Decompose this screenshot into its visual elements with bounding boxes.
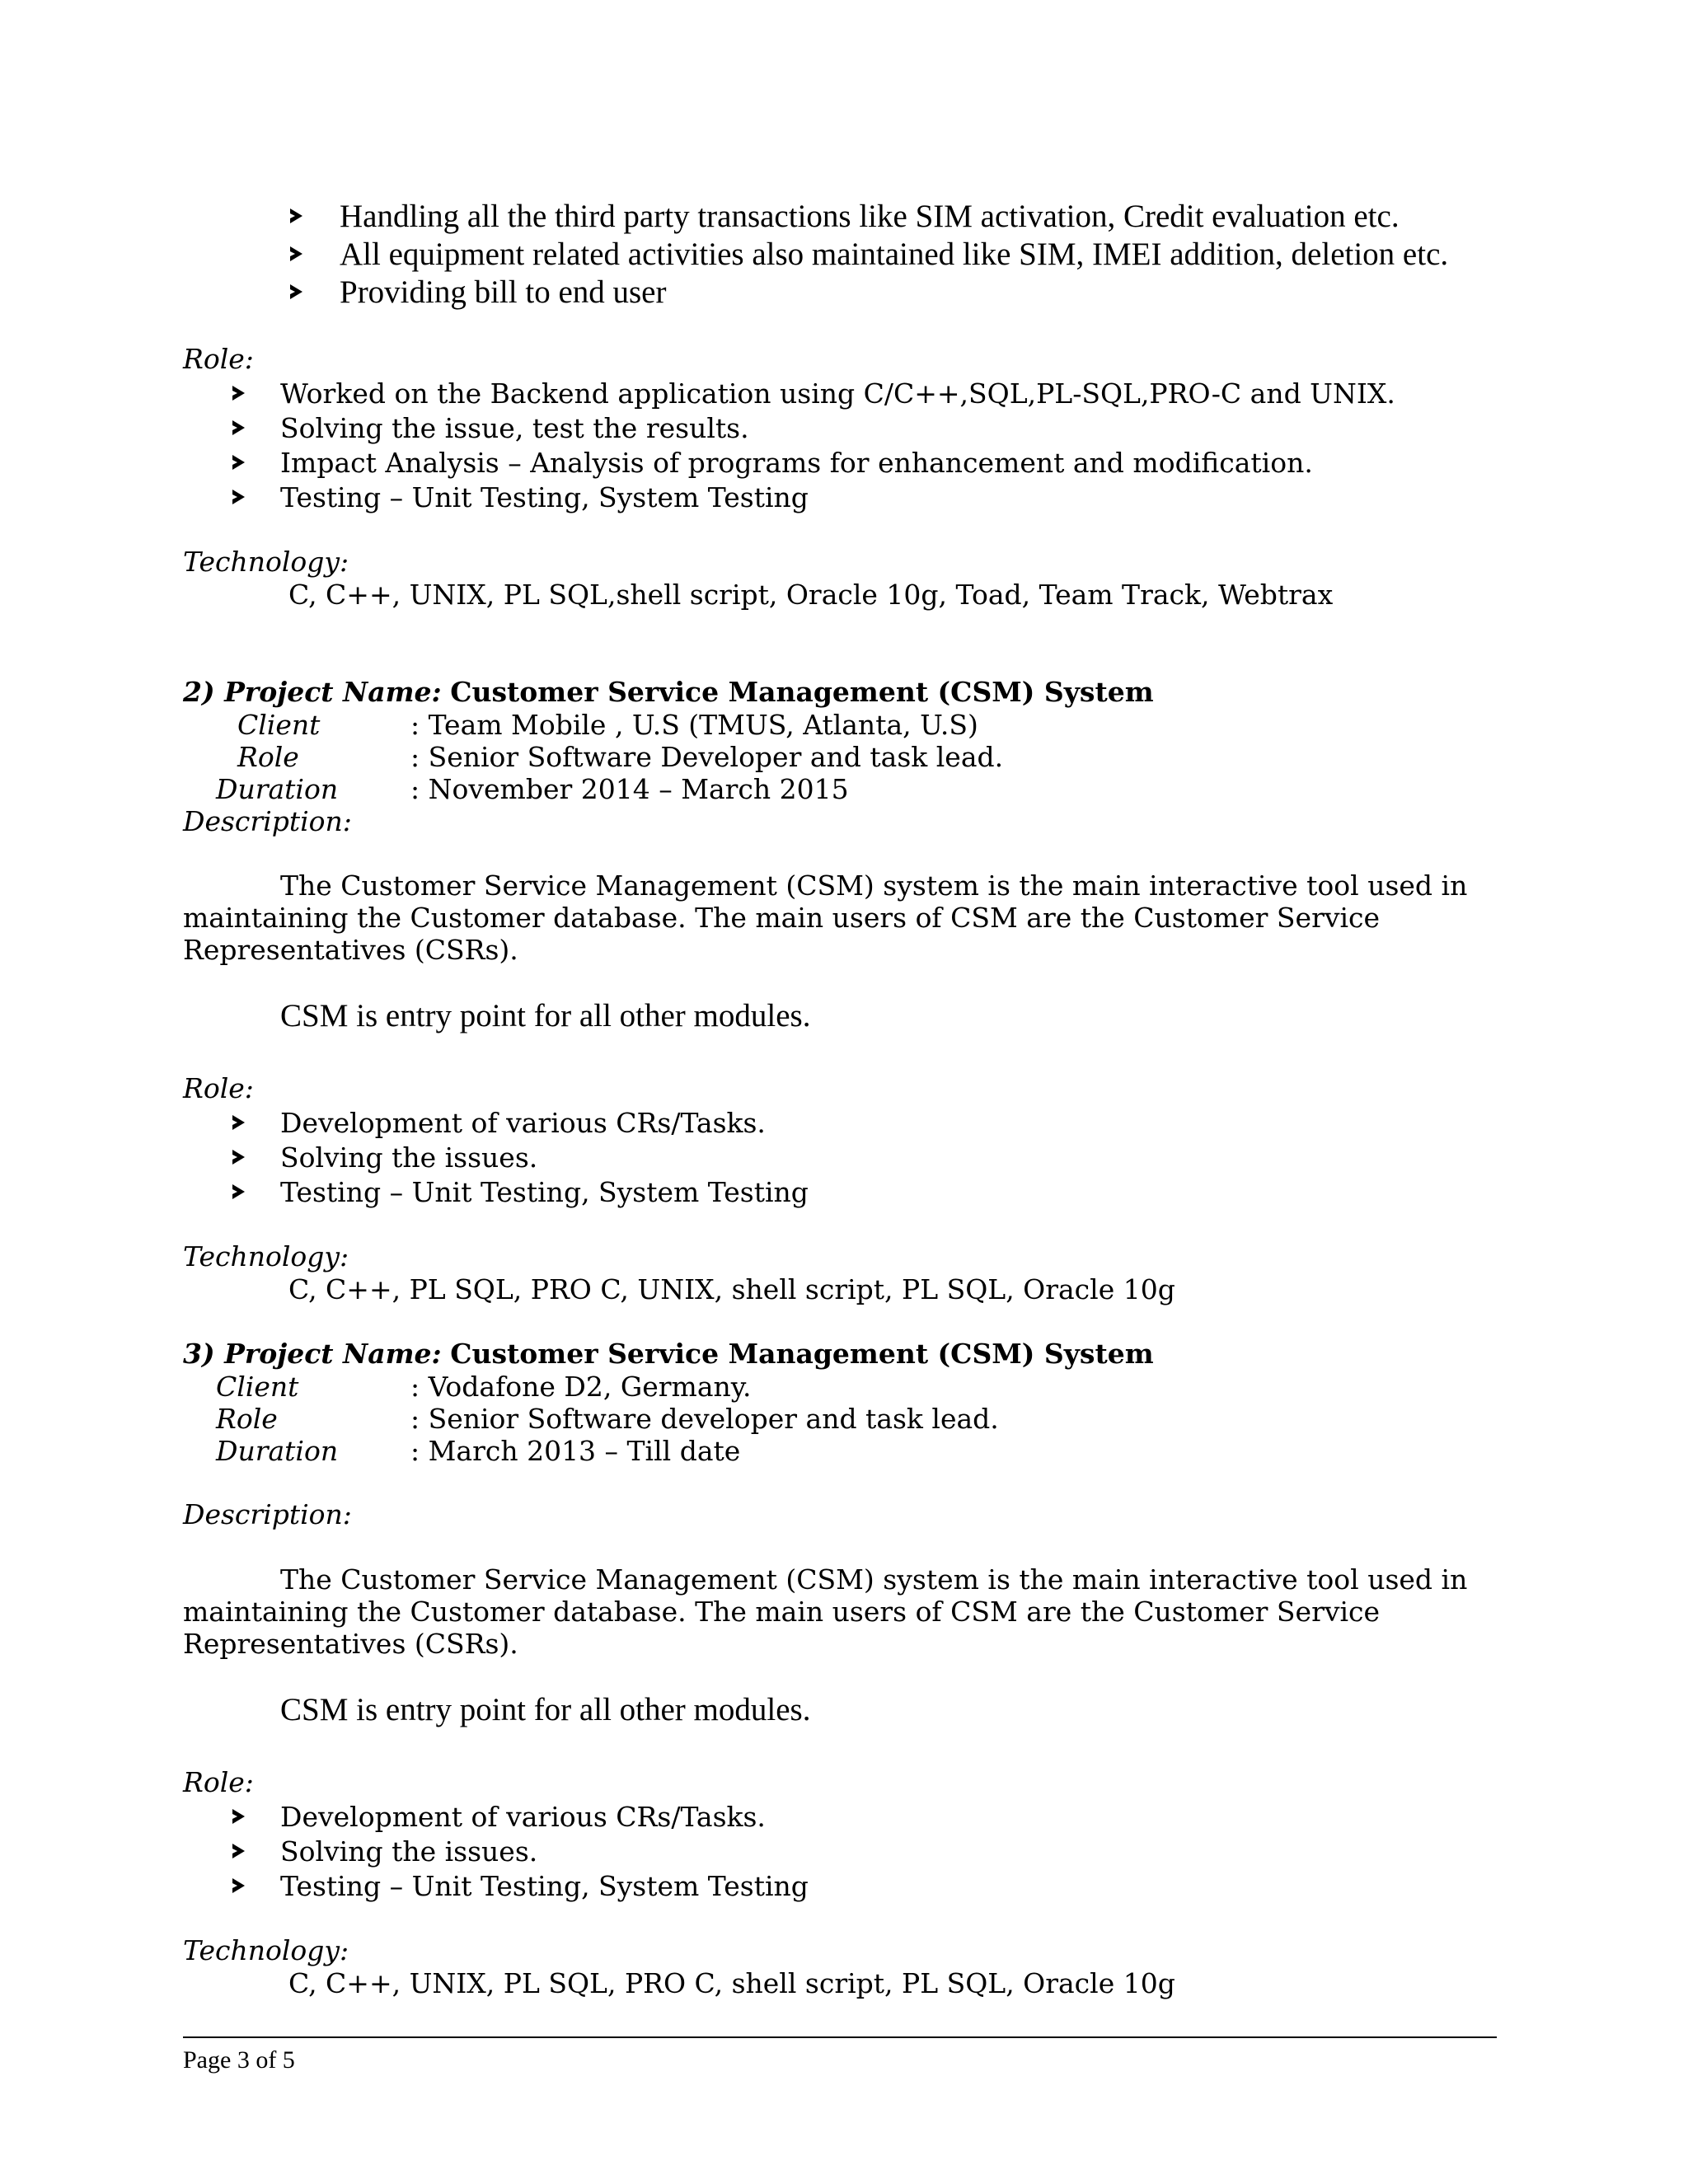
role-field-label: Role <box>237 741 299 773</box>
role-label: Role: <box>183 343 254 375</box>
project-heading <box>183 676 1154 708</box>
role-label: Role: <box>183 1766 254 1798</box>
client-value: : Team Mobile , U.S (TMUS, Atlanta, U.S) <box>410 709 978 741</box>
description-text-line: maintaining the Customer database. The main users of CSM are the Customer Service <box>183 902 1381 934</box>
list-item <box>290 274 667 311</box>
list-item <box>232 1801 766 1833</box>
bullet-text: All equipment related activities also maintained like SIM, IMEI addition, deletion etc. <box>340 237 1449 272</box>
technology-label: Technology: <box>183 1240 349 1272</box>
arrow-bullet-icon <box>232 1809 245 1824</box>
arrow-bullet-icon <box>232 455 245 470</box>
list-item <box>232 377 1395 410</box>
bullet-text: Testing – Unit Testing, System Testing <box>280 481 809 513</box>
technology-value: C, C++, UNIX, PL SQL, PRO C, shell script, PL SQL, Oracle 10g <box>288 1967 1175 1999</box>
description-text-line: Representatives (CSRs). <box>183 1628 518 1660</box>
arrow-bullet-icon <box>232 386 245 401</box>
bullet-text: Providing bill to end user <box>340 274 667 310</box>
description-label: Description: <box>183 1498 352 1530</box>
client-label: Client <box>216 1371 299 1403</box>
list-item <box>232 412 749 444</box>
arrow-bullet-icon <box>232 490 245 504</box>
bullet-text: Worked on the Backend application using C/C++,SQL,PL-SQL,PRO-C and UNIX. <box>280 377 1395 410</box>
list-item <box>232 481 809 513</box>
list-item <box>232 1870 809 1902</box>
role-label: Role: <box>183 1072 254 1104</box>
bullet-text: Testing – Unit Testing, System Testing <box>280 1176 809 1208</box>
project-number-label: 2) Project Name: <box>183 676 442 708</box>
list-item <box>232 1107 766 1139</box>
bullet-text: Solving the issues. <box>280 1141 538 1174</box>
page-number: Page 3 of 5 <box>183 2046 295 2074</box>
role-field-value: : Senior Software developer and task lead. <box>410 1403 999 1435</box>
bullet-text: Development of various CRs/Tasks. <box>280 1107 766 1139</box>
arrow-bullet-icon <box>232 1150 245 1165</box>
project-number-label: 3) Project Name: <box>183 1338 442 1370</box>
bullet-text: Testing – Unit Testing, System Testing <box>280 1870 809 1902</box>
bullet-text: Solving the issue, test the results. <box>280 412 749 444</box>
duration-value: : March 2013 – Till date <box>410 1435 741 1467</box>
duration-label: Duration <box>216 1435 339 1467</box>
bullet-text: Impact Analysis – Analysis of programs for enhancement and modification. <box>280 447 1313 479</box>
description-text-line: The Customer Service Management (CSM) system is the main interactive tool used in <box>280 1563 1468 1596</box>
project-title: Customer Service Management (CSM) System <box>450 1338 1154 1370</box>
duration-value: : November 2014 – March 2015 <box>410 773 849 805</box>
arrow-bullet-icon <box>232 1115 245 1130</box>
arrow-bullet-icon <box>232 1184 245 1199</box>
arrow-bullet-icon <box>232 1844 245 1858</box>
technology-label: Technology: <box>183 546 349 578</box>
technology-value: C, C++, PL SQL, PRO C, UNIX, shell script, PL SQL, Oracle 10g <box>288 1273 1175 1305</box>
role-field-label: Role <box>216 1403 278 1435</box>
arrow-bullet-icon <box>290 284 302 299</box>
bullet-text: Development of various CRs/Tasks. <box>280 1801 766 1833</box>
project-heading <box>183 1338 1154 1370</box>
bullet-text: Handling all the third party transactions like SIM activation, Credit evaluation etc. <box>340 199 1400 234</box>
list-item <box>232 1176 809 1208</box>
technology-label: Technology: <box>183 1934 349 1966</box>
entry-point-note: CSM is entry point for all other modules. <box>280 998 811 1033</box>
description-text-line: Representatives (CSRs). <box>183 934 518 966</box>
technology-value: C, C++, UNIX, PL SQL,shell script, Oracle 10g, Toad, Team Track, Webtrax <box>288 579 1334 611</box>
duration-label: Duration <box>216 773 339 805</box>
list-item <box>232 1835 538 1868</box>
footer-divider <box>183 2036 1497 2038</box>
entry-point-note: CSM is entry point for all other modules. <box>280 1692 811 1727</box>
description-text-line: The Customer Service Management (CSM) system is the main interactive tool used in <box>280 869 1468 902</box>
description-label: Description: <box>183 805 352 837</box>
arrow-bullet-icon <box>232 1878 245 1893</box>
bullet-text: Solving the issues. <box>280 1835 538 1868</box>
project-title: Customer Service Management (CSM) System <box>450 676 1154 708</box>
client-value: : Vodafone D2, Germany. <box>410 1371 752 1403</box>
description-text-line: maintaining the Customer database. The main users of CSM are the Customer Service <box>183 1596 1381 1628</box>
list-item <box>290 236 1449 273</box>
arrow-bullet-icon <box>232 420 245 435</box>
client-label: Client <box>237 709 321 741</box>
list-item <box>232 1141 538 1174</box>
role-field-value: : Senior Software Developer and task lead. <box>410 741 1004 773</box>
list-item <box>232 447 1313 479</box>
arrow-bullet-icon <box>290 209 302 223</box>
arrow-bullet-icon <box>290 246 302 261</box>
list-item <box>290 198 1400 235</box>
